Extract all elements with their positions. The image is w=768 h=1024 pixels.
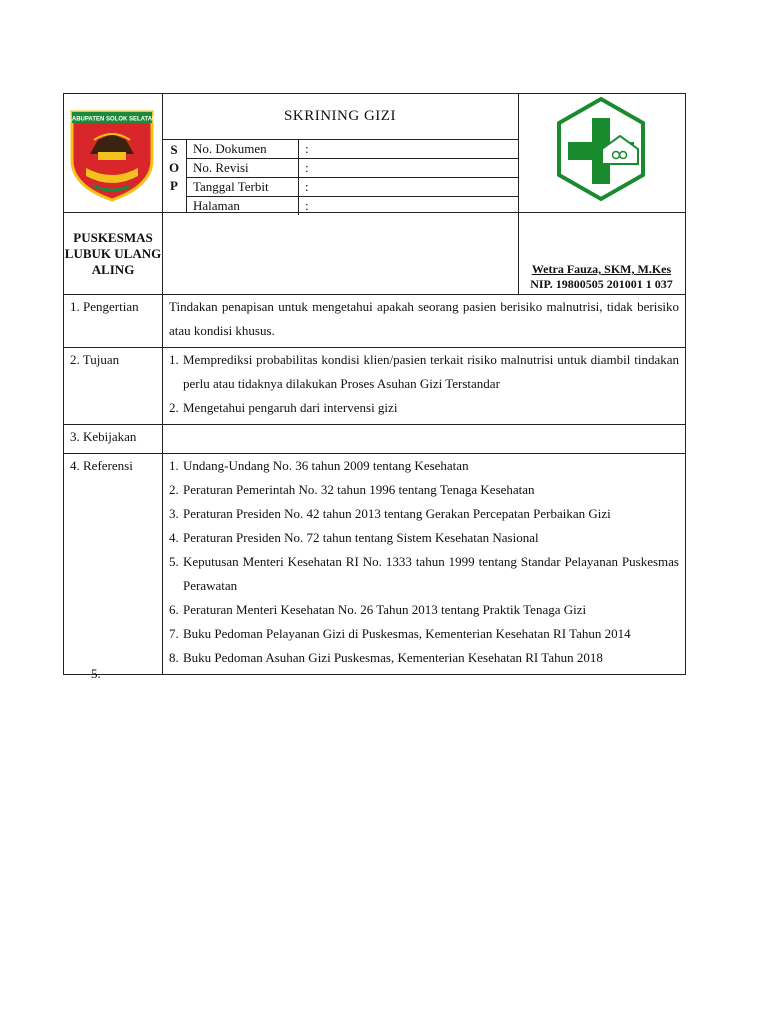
section-label: 2. Tujuan xyxy=(64,348,163,425)
meta-row-dokumen xyxy=(187,140,518,159)
item-number: 8. xyxy=(169,650,179,665)
sop-label xyxy=(162,140,187,212)
item-number: 7. xyxy=(169,626,179,641)
list-item xyxy=(169,454,679,478)
meta-value: : xyxy=(305,160,309,175)
meta-value: : xyxy=(305,141,309,156)
list-item xyxy=(169,348,679,396)
item-text: Buku Pedoman Pelayanan Gizi di Puskesmas, Kementerian Kesehatan RI Tahun 2014 xyxy=(183,626,631,641)
sop-letter-o: O xyxy=(168,160,180,175)
institution-name: PUSKESMAS LUBUK ULANG ALING xyxy=(64,213,163,294)
item-number: 1. xyxy=(169,458,179,473)
trailing-list-number: 5. xyxy=(91,666,101,681)
item-text: Peraturan Presiden No. 42 tahun 2013 tentang Gerakan Percepatan Perbaikan Gizi xyxy=(183,506,611,521)
item-number: 1. xyxy=(169,352,179,367)
meta-value: : xyxy=(305,179,309,194)
item-number: 2. xyxy=(169,400,179,415)
item-number: 2. xyxy=(169,482,179,497)
meta-key: No. Revisi xyxy=(187,159,299,177)
sop-header xyxy=(63,93,686,213)
signer-nip: NIP. 19800505 201001 1 037 xyxy=(530,277,673,291)
signer-cell xyxy=(518,213,685,294)
meta-value: : xyxy=(305,198,309,213)
sop-letter-s: S xyxy=(170,142,178,157)
section-text: Tindakan penapisan untuk mengetahui apakah seorang pasien berisiko malnutrisi, tidak berisiko atau kondisi khusus. xyxy=(163,295,686,348)
item-text: Memprediksi probabilitas kondisi klien/pasien terkait risiko malnutrisi untuk diambil tindakan perlu atau tidaknya dilakukan Proses Asuhan Gizi Terstandar xyxy=(183,352,679,391)
list-item xyxy=(169,502,679,526)
section-kebijakan xyxy=(64,425,686,454)
section-pengertian xyxy=(64,295,686,348)
header-center xyxy=(162,94,519,212)
list-item xyxy=(169,478,679,502)
puskesmas-logo-icon xyxy=(518,94,685,212)
kabupaten-emblem-icon xyxy=(64,94,162,212)
item-number: 4. xyxy=(169,530,179,545)
item-text: Keputusan Menteri Kesehatan RI No. 1333 tahun 1999 tentang Standar Pelayanan Puskesmas Perawatan xyxy=(183,554,679,593)
item-text: Mengetahui pengaruh dari intervensi gizi xyxy=(183,400,398,415)
meta-row-revisi xyxy=(187,159,518,178)
meta-key: Halaman xyxy=(187,197,299,215)
left-logo-cell xyxy=(64,94,163,212)
list-item xyxy=(169,598,679,622)
list-item xyxy=(169,646,679,670)
sop-letter-p: P xyxy=(170,178,178,193)
referensi-list xyxy=(169,454,679,670)
section-text xyxy=(163,425,686,454)
section-tujuan xyxy=(64,348,686,425)
item-text: Buku Pedoman Asuhan Gizi Puskesmas, Kementerian Kesehatan RI Tahun 2018 xyxy=(183,650,603,665)
section-label: 4. Referensi xyxy=(64,454,163,675)
list-item xyxy=(169,622,679,646)
document-meta xyxy=(187,140,518,215)
list-item xyxy=(169,526,679,550)
item-text: Peraturan Menteri Kesehatan No. 26 Tahun 2013 tentang Praktik Tenaga Gizi xyxy=(183,602,587,617)
item-text: Undang-Undang No. 36 tahun 2009 tentang Kesehatan xyxy=(183,458,469,473)
item-number: 3. xyxy=(169,506,179,521)
document-title: SKRINING GIZI xyxy=(162,94,518,140)
right-logo-cell xyxy=(518,94,685,212)
blank-cell xyxy=(162,213,519,294)
emblem-banner-text: KABUPATEN SOLOK SELATAN xyxy=(67,116,157,123)
identity-block xyxy=(63,213,686,295)
item-text: Peraturan Presiden No. 72 tahun tentang Sistem Kesehatan Nasional xyxy=(183,530,539,545)
list-item xyxy=(169,396,679,420)
signer-name: Wetra Fauza, SKM, M.Kes xyxy=(531,262,672,276)
item-number: 5. xyxy=(169,554,179,569)
meta-key: No. Dokumen xyxy=(187,140,299,158)
sop-content-table xyxy=(63,294,686,675)
meta-row-tanggal xyxy=(187,178,518,197)
item-text: Peraturan Pemerintah No. 32 tahun 1996 tentang Tenaga Kesehatan xyxy=(183,482,535,497)
section-label: 1. Pengertian xyxy=(64,295,163,348)
item-number: 6. xyxy=(169,602,179,617)
section-referensi xyxy=(64,454,686,675)
tujuan-list xyxy=(169,348,679,420)
section-label: 3. Kebijakan xyxy=(64,425,163,454)
meta-key: Tanggal Terbit xyxy=(187,178,299,196)
list-item xyxy=(169,550,679,598)
